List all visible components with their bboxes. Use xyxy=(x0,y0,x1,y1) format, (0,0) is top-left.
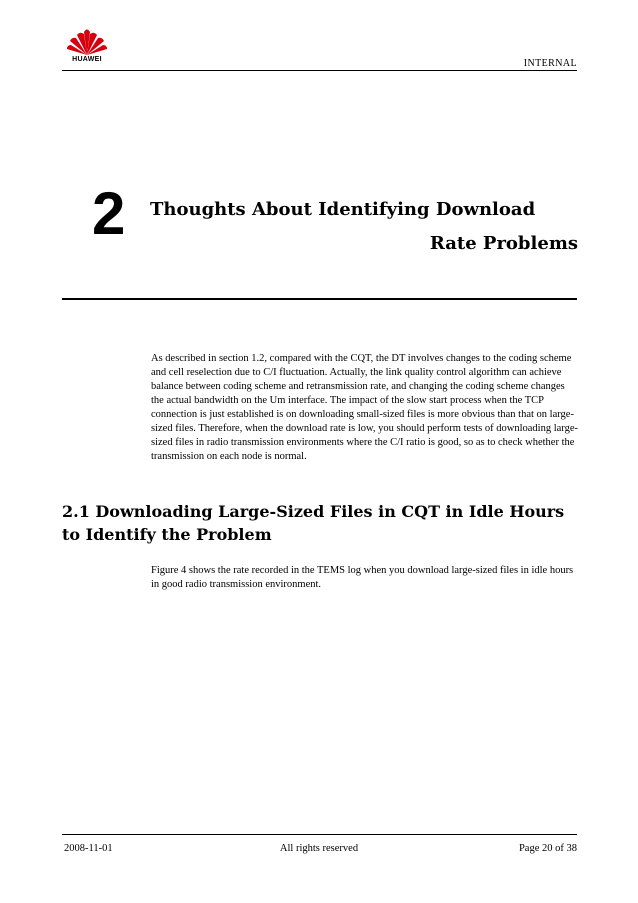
header-divider xyxy=(62,70,577,71)
chapter-divider xyxy=(62,298,577,300)
chapter-title-line1: Thoughts About Identifying Download xyxy=(150,199,536,220)
classification-label: INTERNAL xyxy=(523,58,577,69)
footer-date: 2008-11-01 xyxy=(64,843,113,854)
footer-page-number: Page 20 of 38 xyxy=(518,843,577,854)
chapter-number: 2 xyxy=(92,180,126,247)
logo-wordmark: HUAWEI xyxy=(72,56,102,63)
footer-divider xyxy=(62,834,577,835)
intro-paragraph: As described in section 1.2, compared with the CQT, the DT involves changes to the coding scheme and cell reselection due to C/I fluctuation. Actually, the link quality control algorithm can achieve balance between coding scheme and retransmission rate, and changing the coding scheme changes the actual bandwidth on the Um interface. The impact of the slow start process when the TCP connection is just established is on downloading small-sized files is more obvious than that on large-sized files. Therefore, when the download rate is low, you should perform tests of downloading large-sized files in radio transmission environments where the C/I ratio is good, so as to check whether the transmission on each node is normal. xyxy=(151,353,578,462)
section-paragraph: Figure 4 shows the rate recorded in the TEMS log when you download large-sized files in idle hours in good radio transmission environment. xyxy=(151,565,574,590)
chapter-title-line2: Rate Problems xyxy=(429,233,578,254)
section-heading: 2.1 Downloading Large-Sized Files in CQT in Idle Hours to Identify the Problem xyxy=(62,502,565,544)
chapter-title xyxy=(150,201,578,253)
huawei-petals-icon xyxy=(64,26,110,56)
footer-rights: All rights reserved xyxy=(279,843,359,854)
